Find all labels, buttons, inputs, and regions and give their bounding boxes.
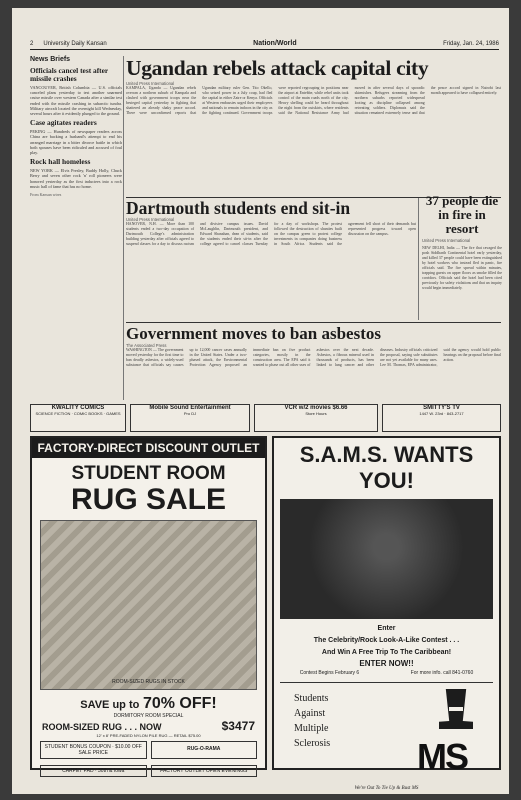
story-byline: United Press International: [422, 238, 471, 243]
save-percent: 70% OFF!: [142, 695, 217, 712]
ad-vcr-rental: [254, 404, 378, 432]
section-name: Nation/World: [253, 40, 297, 47]
bonus-coupon: STUDENT BONUS COUPON · $10.00 OFF SALE PRICE: [40, 741, 147, 759]
savings-banner: [32, 695, 265, 713]
page-number: 2: [30, 40, 34, 47]
room-price: $3477: [221, 719, 255, 733]
story-byline: United Press International: [126, 81, 175, 86]
prize-line: And Win A Free Trip To The Caribbean!: [321, 649, 452, 656]
column-rule: [123, 56, 124, 400]
photo-caption: ROOM-SIZED RUGS IN STOCK: [112, 679, 185, 685]
acronym-word: Multiple: [294, 723, 329, 734]
ad-subtitle: Store Hours: [305, 411, 327, 416]
carpet-pad: CARPET PAD · 30th & Iowa: [40, 765, 147, 777]
story-headline-asbestos: Government moves to ban asbestos: [126, 324, 381, 343]
story-body-fire: NEW DELHI, India — The fire that ravaged the posh Siddharth Continental hotel early yesterday, and killed 37 people could have been extinguished by hotel workers who instead fled in panic, fire officials said. The fire spread within minutes, trapping guests on upper floors as smoke filled the corridors. Officials said the hotel had been cited previously for safety violations and that an inquiry would begin immediately.: [422, 246, 502, 290]
contest-line: The Celebrity/Rock Look-A-Like Contest . . .: [313, 637, 460, 644]
folio-bar: [30, 38, 499, 50]
ad-title-line: STUDENT ROOM: [71, 463, 226, 484]
enter-heading: Enter: [377, 625, 396, 632]
newspaper-page: [12, 8, 509, 794]
rug-o-rama-logo: RUG-O-RAMA: [151, 741, 258, 759]
brief-headline: Rock hall homeless: [30, 157, 91, 167]
story-headline-dartmouth: Dartmouth students end sit-in: [126, 198, 351, 218]
ad-smittys-tv: [382, 404, 501, 432]
sams-ad: [272, 436, 501, 791]
story-byline: The Associated Press: [126, 343, 167, 348]
story-byline: United Press International: [126, 217, 175, 222]
briefs-section-title: News Briefs: [30, 56, 71, 63]
story-divider: [126, 322, 501, 323]
sams-slogan: We're Out To Tie Up & Bust MS: [354, 786, 419, 791]
briefs-credit: From Kansan wires: [30, 192, 62, 198]
ms-logo: [411, 687, 493, 786]
room-rug-offer: [32, 719, 265, 733]
rug-sale-ad: [30, 436, 267, 774]
story-headline-fire: 37 people die in fire in resort: [425, 193, 499, 236]
sams-title: S.A.M.S. WANTS YOU!: [299, 442, 474, 493]
brief-body: PEKING — Hundreds of newspaper readers across China are backing a husband's attempt to end his arranged marriage in a bitter divorce battle in which both spouses have been ridiculed and accused of foul play.: [30, 129, 122, 156]
story-body-asbestos: WASHINGTON — The government moved yesterday for the first time to ban deadly asbestos, a widely-used substance that officials say causes up to 12,000 cancer cases annually in the United States. Under a two-phased attack, the Environmental Protection Agency proposed an immediate ban on five product categories, mostly in the construction area. The EPA said it wanted to phase out all other uses of asbestos over the next decade. Asbestos, a fibrous mineral used in thousands of products, has been linked to lung cancer and other diseases. Industry officials criticized the proposal, saying safe substitutes are not yet available for many uses. Lee M. Thomas, EPA administrator, said the agency would hold public hearings on the proposal before final action.: [126, 348, 501, 367]
ad-subtitle: 1447 W. 23rd · 843-2717: [419, 411, 464, 416]
ad-kwality-comics: [30, 404, 126, 432]
enter-now: ENTER NOW!!: [359, 659, 414, 668]
group-photo: [280, 499, 493, 619]
ad-mobile-sound: [130, 404, 250, 432]
ad-title: Mobile Sound Entertainment: [149, 405, 231, 411]
acronym-word: Sclerosis: [294, 738, 331, 749]
ad-subtitle: SCIENCE FICTION · COMIC BOOKS · GAMES: [35, 411, 121, 416]
brief-body: NEW YORK — Elvis Presley, Buddy Holly, Chuck Berry and seven other rock 'n' roll pioneers were honored yesterday as the first inductees into a rock music hall of fame that has no home.: [30, 168, 122, 189]
story-headline-uganda: Ugandan rebels attack capital city: [126, 56, 429, 80]
room-detail: 12' x 8' PRE-FADED NYLON PILE RUG — RETAIL $75.00: [96, 733, 201, 738]
rug-photo: [40, 520, 257, 690]
sams-acronym: [280, 687, 411, 786]
top-hat-icon: [439, 689, 473, 729]
ad-title: KWALITY COMICS: [51, 405, 105, 411]
brief-body: VANCOUVER, British Columbia — U.S. officials canceled plans yesterday to test another unarmed cruise missile over western Canada after a similar test ended with the missile crashing in subarctic tundra. Military aircraft located the overnight kill Wednesday, several hours after it evidently plunged to the ground.: [30, 85, 122, 117]
ad-title: VCR w/2 movies $6.66: [284, 405, 348, 411]
issue-date: Friday, Jan. 24, 1986: [443, 40, 499, 47]
ad-subtitle: Pro DJ: [183, 411, 197, 416]
story-body-uganda: KAMPALA, Uganda — Ugandan rebels overran a northern suburb of Kampala and clashed with government troops near the besieged capital yesterday in fighting that shattered an already shaky peace accord. There were unconfirmed reports that Ugandan military ruler Gen. Tito Okello, who seized power in a July coup, had fled the capital in either Zaire or Kenya. Officials at Western embassies urged their employees and nationals to remain indoors in the city as the fighting continued. Government troops were reported regrouping in positions near the airport at Entebbe, while rebel units took control of the main roads north of the city. Heavy shelling could be heard throughout the night from the outskirts, where residents said the National Resistance Army had moved in after several days of sporadic skirmishes. Refugees streaming from the northern suburbs reported widespread looting as discipline collapsed among retreating soldiers. Diplomats said the situation remained extremely tense and that the peace accord signed in Nairobi last month appeared to have collapsed entirely.: [126, 86, 501, 115]
ad-band: FACTORY-DIRECT DISCOUNT OUTLET: [32, 438, 265, 458]
contact-info: For more info. call 841-0760: [410, 670, 474, 676]
ad-title-line: RUG SALE: [70, 483, 226, 516]
acronym-word: Students: [294, 693, 329, 704]
room-label: ROOM-SIZED RUG . . . NOW: [42, 722, 162, 732]
ad-title: SMITTY'S TV: [423, 405, 460, 411]
factory-outlet: FACTORY OUTLET OPEN EVENINGS: [151, 765, 258, 777]
paper-name: University Daily Kansan: [43, 40, 107, 47]
story-body-dartmouth: HANOVER, N.H. — More than 100 students ended a two-day occupation of Dartmouth College's administration building yesterday after officials agreed to suspend classes for a day to discuss racism and divisive campus issues. David McLaughlin, Dartmouth president, and Edward Shanahan, dean of students, said the students ended their sit-in after the college agreed to cancel classes Tuesday for a day of workshops. The protest followed the destruction of shanties built on the campus green to protest college investments in companies doing business in South Africa. Students said the agreement fell short of their demands but represented progress toward open discussion on the campus.: [126, 222, 416, 246]
ms-letters: MS: [417, 736, 467, 777]
contest-start: Contest Begins February 6: [299, 670, 360, 676]
acronym-word: Against: [294, 708, 326, 719]
brief-headline: Case agitates readers: [30, 118, 97, 128]
brief-headline: Officials cancel test after missile crashes: [30, 66, 109, 83]
save-prefix: SAVE up to: [80, 699, 140, 711]
news-briefs-column: [30, 56, 122, 356]
column-rule: [418, 198, 419, 320]
dorm-special: DORMITORY ROOM SPECIAL: [113, 713, 184, 719]
